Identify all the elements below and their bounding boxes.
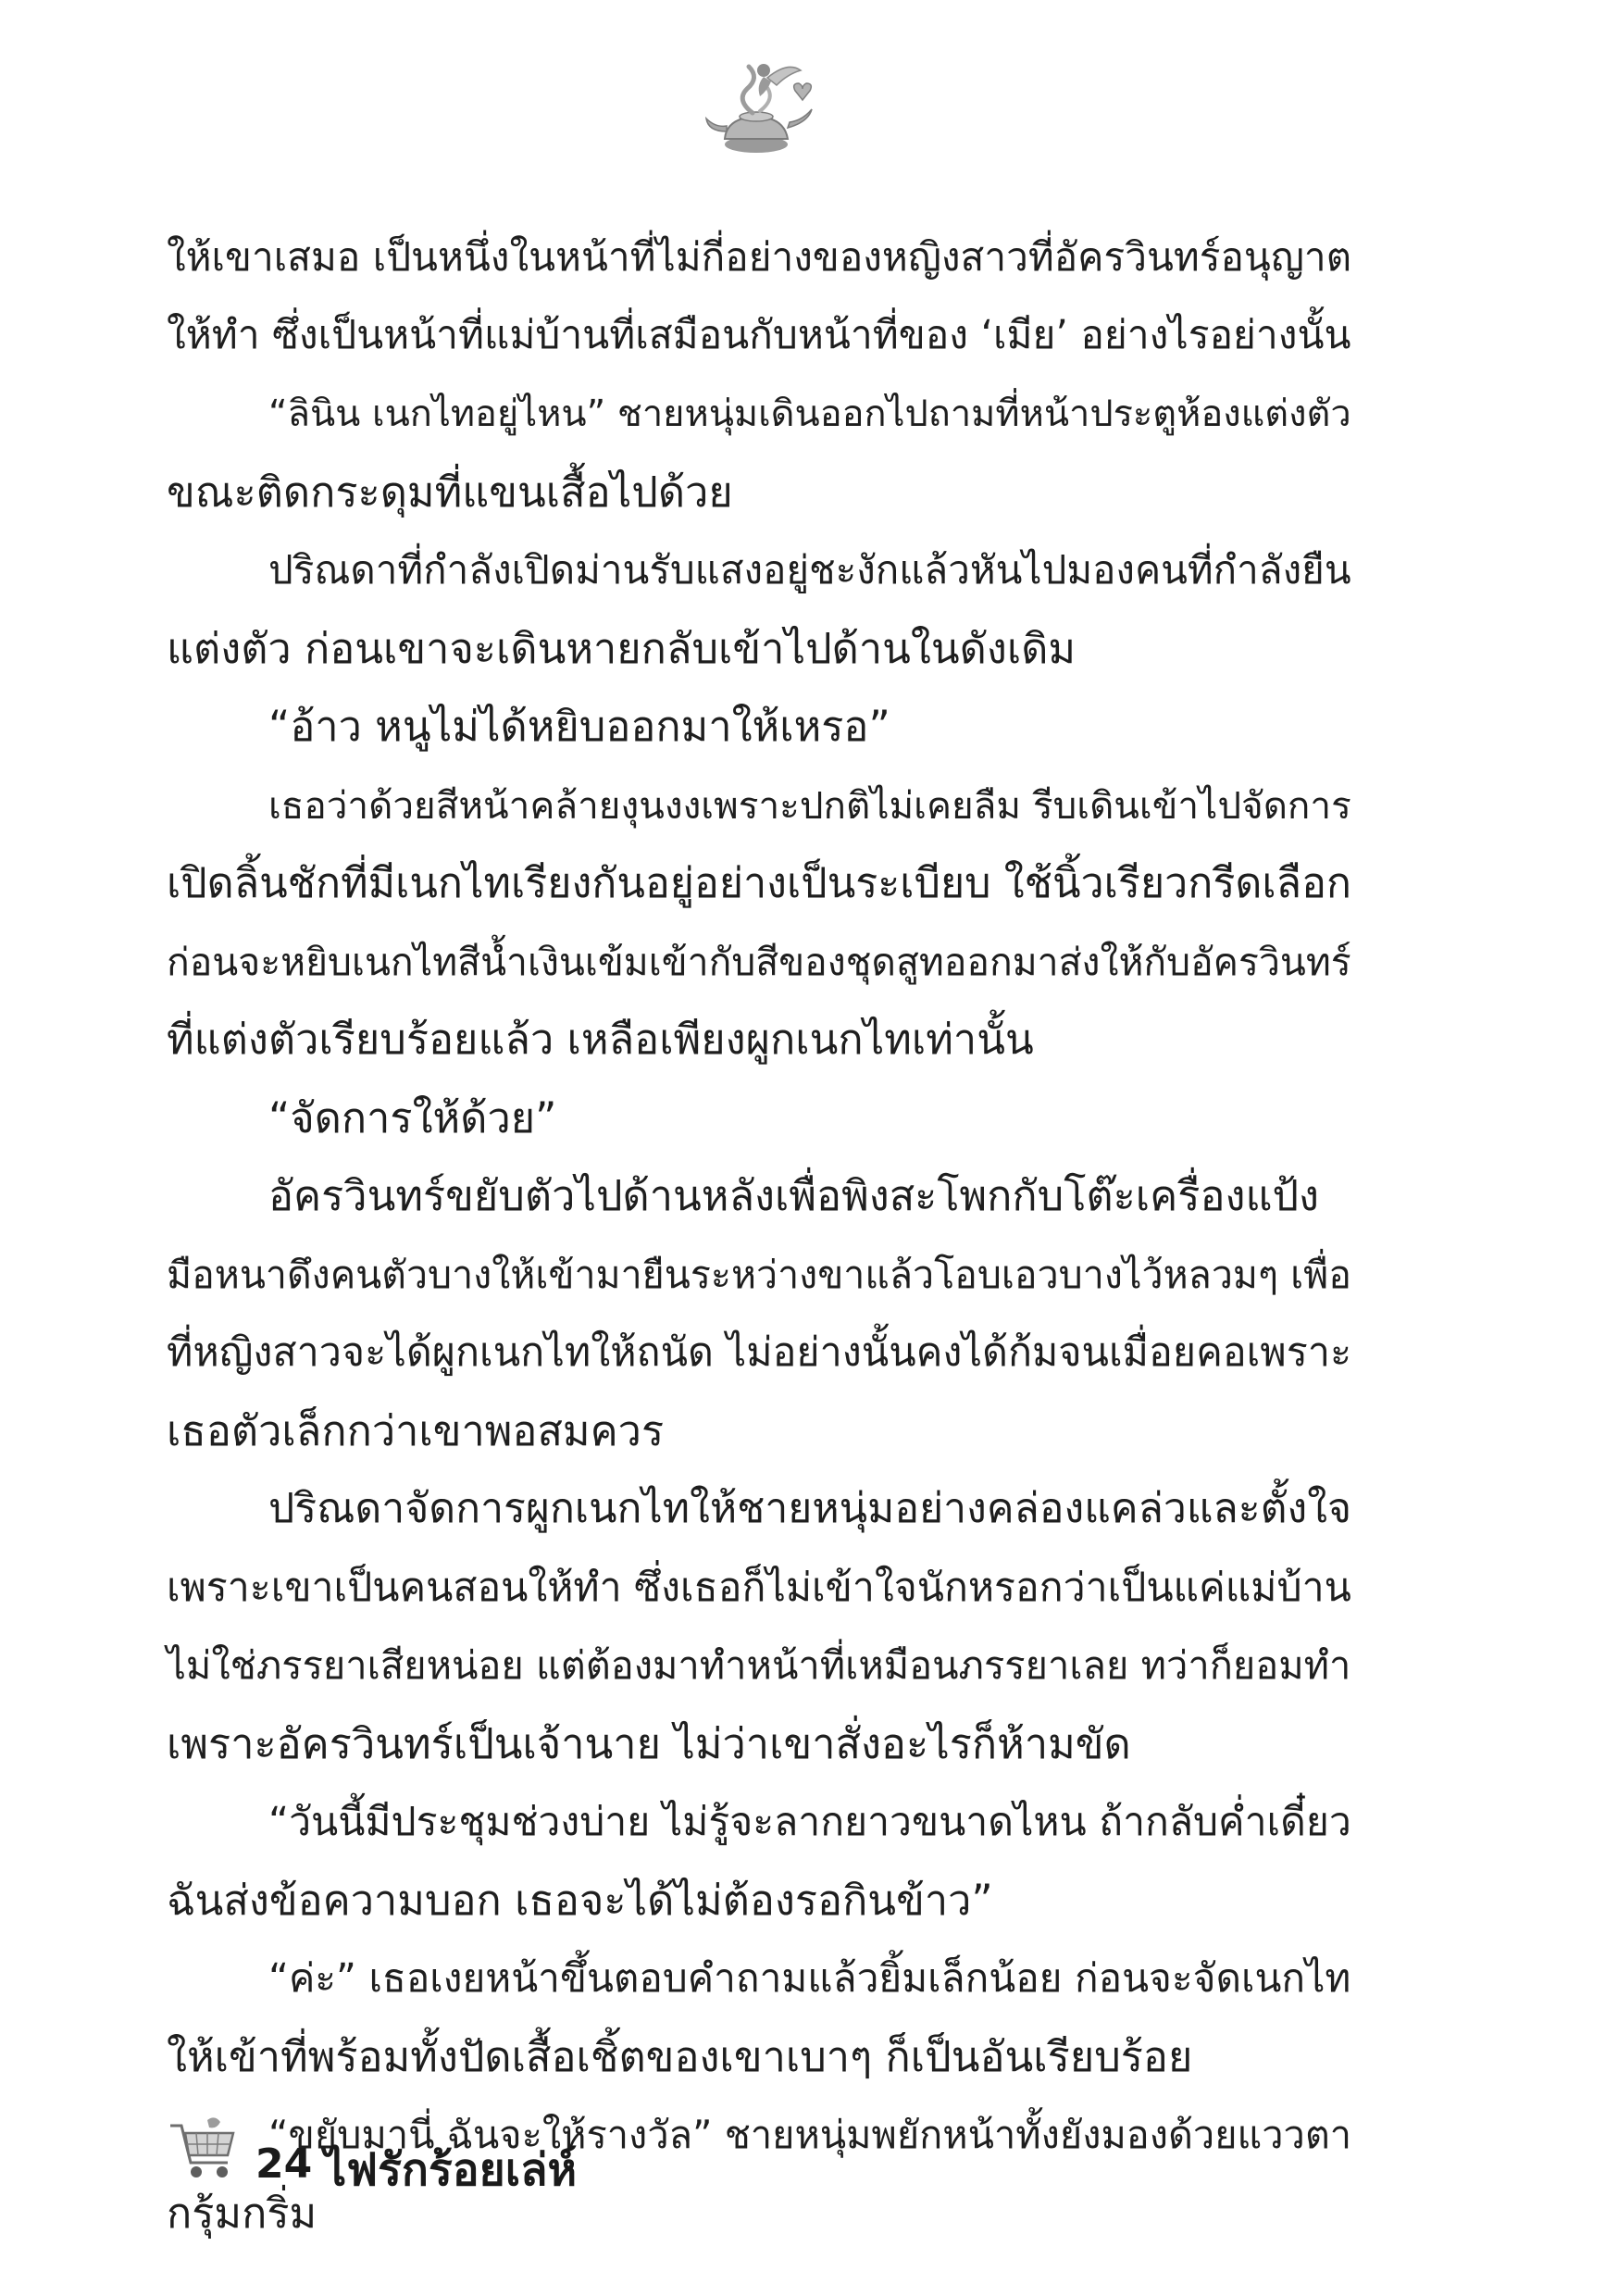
text-line: ให้ทำ ซึ่งเป็นหน้าที่แม่บ้านที่เสมือนกับหน้าที่ของ ‘เมีย’ อย่างไรอย่างนั้น: [167, 312, 1351, 358]
text-line: ปริณดาที่กำลังเปิดม่านรับแสงอยู่ชะงักแล้วหันไปมองคนที่กำลังยืน: [268, 547, 1351, 593]
text-line: เพราะเขาเป็นคนสอนให้ทำ ซึ่งเธอก็ไม่เข้าใจนักหรอกว่าเป็นแค่แม่บ้าน: [167, 1564, 1351, 1611]
text-line: เธอตัวเล็กกว่าเขาพอสมควร: [167, 1405, 665, 1455]
text-line: แต่งตัว ก่อนเขาจะเดินหายกลับเข้าไปด้านในดังเดิม: [167, 623, 1077, 673]
text-line: “จัดการให้ด้วย”: [268, 1092, 557, 1142]
text-line: ให้เข้าที่พร้อมทั้งปัดเสื้อเชิ้ตของเขาเบาๆ ก็เป็นอันเรียบร้อย: [167, 2031, 1193, 2081]
teapot-angel-ornament-icon: [699, 54, 819, 165]
text-line: ฉันส่งข้อความบอก เธอจะได้ไม่ต้องรอกินข้าว”: [167, 1875, 993, 1925]
text-line: ที่แต่งตัวเรียบร้อยแล้ว เหลือเพียงผูกเนกไทเท่านั้น: [167, 1015, 1034, 1064]
page-footer: [167, 2113, 815, 2205]
page-number: 24: [255, 2140, 313, 2188]
text-line: อัครวินทร์ขยับตัวไปด้านหลังเพื่อพิงสะโพกกับโต๊ะเครื่องแป้ง: [268, 1171, 1319, 1220]
text-line: เปิดลิ้นชักที่มีเนกไทเรียงกันอยู่อย่างเป็นระเบียบ ใช้นิ้วเรียวกรีดเลือก: [167, 858, 1352, 907]
text-line: “ค่ะ” เธอเงยหน้าขึ้นตอบคำถามแล้วยิ้มเล็กน้อย ก่อนจะจัดเนกไท: [268, 1955, 1351, 2001]
text-line: ก่อนจะหยิบเนกไทสีน้ำเงินเข้มเข้ากับสีของชุดสูทออกมาส่งให้กับอัครวินทร์: [167, 939, 1351, 984]
text-line: ให้เขาเสมอ เป็นหนึ่งในหน้าที่ไม่กี่อย่างของหญิงสาวที่อัครวินทร์อนุญาต: [167, 234, 1352, 280]
text-line: ไม่ใช่ภรรยาเสียหน่อย แต่ต้องมาทำหน้าที่เหมือนภรรยาเลย ทว่าก็ยอมทำ: [167, 1642, 1351, 1688]
text-line: “ขยับมานี่ ฉันจะให้รางวัล” ชายหนุ่มพยักหน้าทั้งยังมองด้วยแววตา: [268, 2112, 1352, 2157]
text-line: มือหนาดึงคนตัวบางให้เข้ามายืนระหว่างขาแล้วโอบเอวบางไว้หลวมๆ เพื่อ: [167, 1252, 1351, 1297]
text-line: “อ้าว หนูไม่ได้หยิบออกมาให้เหรอ”: [268, 702, 890, 751]
shopping-cart-icon: [167, 2113, 241, 2187]
text-line: ปริณดาจัดการผูกเนกไทให้ชายหนุ่มอย่างคล่องแคล่วและตั้งใจ: [268, 1485, 1352, 1532]
text-line: “วันนี้มีประชุมช่วงบ่าย ไม่รู้จะลากยาวขนาดไหน ถ้ากลับค่ำเดี๋ยว: [268, 1799, 1351, 1845]
text-line: “ลินิน เนกไทอยู่ไหน” ชายหนุ่มเดินออกไปถามที่หน้าประตูห้องแต่งตัว: [268, 393, 1351, 435]
text-line: ขณะติดกระดุมที่แขนเสื้อไปด้วย: [167, 467, 733, 517]
text-line: ที่หญิงสาวจะได้ผูกเนกไทให้ถนัด ไม่อย่างนั้นคงได้ก้มจนเมื่อยคอเพราะ: [167, 1329, 1352, 1376]
book-title: ไฟรักร้อยเล่ห์: [324, 2144, 578, 2196]
text-line: เพราะอัครวินทร์เป็นเจ้านาย ไม่ว่าเขาสั่งอะไรก็ห้ามขัด: [167, 1718, 1131, 1768]
text-line: กรุ้มกริ่ม: [167, 2188, 317, 2238]
text-line: เธอว่าด้วยสีหน้าคล้ายงุนงงเพราะปกติไม่เคยลืม รีบเดินเข้าไปจัดการ: [268, 782, 1351, 828]
chapter-body-text: [167, 218, 1351, 2252]
